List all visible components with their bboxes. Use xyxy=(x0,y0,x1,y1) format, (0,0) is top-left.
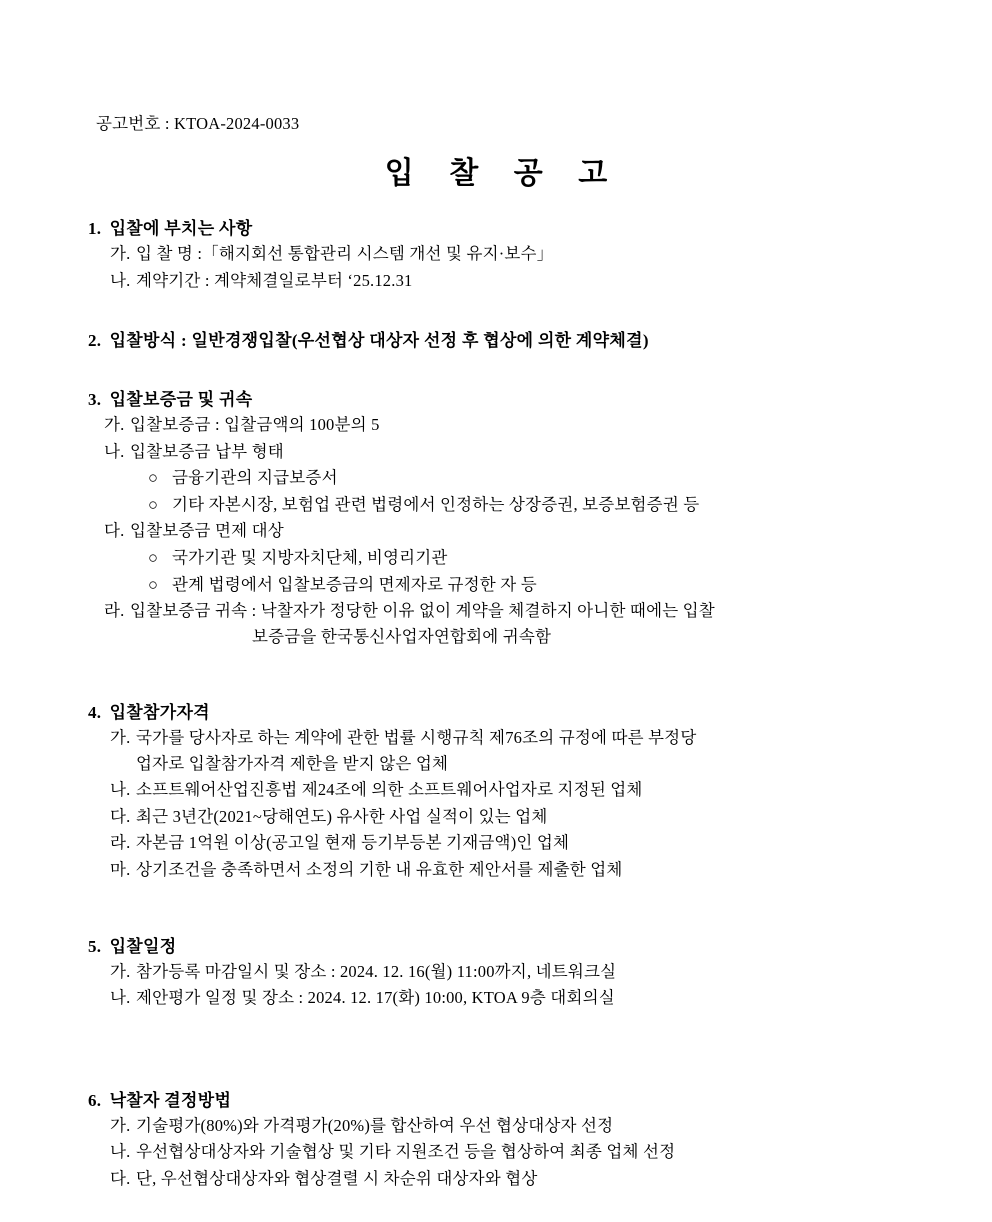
item-marker: 라. xyxy=(110,833,131,853)
list-item xyxy=(110,1139,992,1165)
item-text: 최근 3년간(2021~당해연도) 유사한 사업 실적이 있는 업체 xyxy=(136,806,548,826)
item-text-continuation: 업자로 입찰참가자격 제한을 받지 않은 업체 xyxy=(136,753,449,773)
section-5-number: 5. xyxy=(88,936,102,956)
list-item xyxy=(104,412,992,438)
item-text: 자본금 1억원 이상(공고일 현재 등기부등본 기재금액)인 업체 xyxy=(136,833,570,853)
list-item xyxy=(110,268,992,294)
section-2-title: 입찰방식 : 일반경쟁입찰(우선협상 대상자 선정 후 협상에 의한 계약체결) xyxy=(109,331,649,351)
section-4-heading xyxy=(88,698,992,723)
item-text: 입찰보증금 : 입찰금액의 100분의 5 xyxy=(130,415,380,435)
item-text: 우선협상대상자와 기술협상 및 기타 지원조건 등을 협상하여 최종 업체 선정 xyxy=(136,1142,676,1162)
section-6-heading xyxy=(88,1086,992,1111)
notice-number: 공고번호 : KTOA-2024-0033 xyxy=(96,114,300,133)
bullet-icon: ○ xyxy=(148,494,159,514)
section-1 xyxy=(0,214,992,293)
item-marker: 나. xyxy=(104,441,125,461)
item-text: 금융기관의 지급보증서 xyxy=(172,468,338,488)
document-body xyxy=(0,200,992,1192)
section-6-number: 6. xyxy=(88,1090,102,1110)
item-marker: 가. xyxy=(110,728,131,748)
list-item xyxy=(110,830,992,856)
list-item xyxy=(110,241,992,267)
item-marker: 나. xyxy=(110,1142,131,1162)
item-marker: 다. xyxy=(110,806,131,826)
item-marker: 가. xyxy=(110,244,131,263)
section-3-number: 3. xyxy=(88,390,102,410)
spacer xyxy=(0,294,992,312)
item-text: 입찰보증금 면제 대상 xyxy=(130,521,284,541)
section-4-title: 입찰참가자격 xyxy=(109,703,210,723)
spacer xyxy=(0,884,992,918)
item-marker: 다. xyxy=(104,521,125,541)
item-marker: 마. xyxy=(110,860,131,879)
item-text: 입 찰 명 :「해지회선 통합관리 시스템 개선 및 유지·보수」 xyxy=(136,244,554,263)
section-3-heading xyxy=(88,385,992,410)
item-text: 상기조건을 충족하면서 소정의 기한 내 유효한 제안서를 제출한 업체 xyxy=(136,860,623,879)
list-item xyxy=(110,959,992,985)
list-item xyxy=(104,439,992,465)
bullet-icon: ○ xyxy=(148,574,159,594)
item-marker: 가. xyxy=(104,415,125,435)
spacer xyxy=(0,650,992,684)
item-text: 계약기간 : 계약체결일로부터 ‘25.12.31 xyxy=(136,270,413,290)
item-marker: 다. xyxy=(110,1168,131,1188)
list-item xyxy=(110,1166,992,1192)
list-item xyxy=(110,777,992,803)
sub-list-item xyxy=(148,465,992,491)
section-6-title: 낙찰자 결정방법 xyxy=(109,1090,232,1110)
item-text: 단, 우선협상대상자와 협상결렬 시 차순위 대상자와 협상 xyxy=(136,1168,538,1188)
section-3-title: 입찰보증금 및 귀속 xyxy=(109,390,253,410)
section-6 xyxy=(0,1086,992,1192)
item-text: 소프트웨어산업진흥법 제24조에 의한 소프트웨어사업자로 지정된 업체 xyxy=(136,780,643,800)
page-title: 입 찰 공 고 xyxy=(384,157,622,190)
section-2-number: 2. xyxy=(88,331,102,351)
section-5-heading xyxy=(88,932,992,957)
list-item xyxy=(110,1113,992,1139)
section-1-title: 입찰에 부치는 사항 xyxy=(109,219,253,238)
item-marker: 가. xyxy=(110,961,131,981)
spacer xyxy=(0,1012,992,1072)
section-1-heading xyxy=(88,214,992,239)
item-text: 기술평가(80%)와 가격평가(20%)를 합산하여 우선 협상대상자 선정 xyxy=(136,1115,614,1135)
list-item xyxy=(104,518,992,544)
list-item xyxy=(110,725,992,776)
section-2-heading xyxy=(88,326,992,351)
item-text: 제안평가 일정 및 장소 : 2024. 12. 17(화) 10:00, KTOA 9층 대회의실 xyxy=(136,988,615,1008)
bullet-icon: ○ xyxy=(148,547,159,567)
list-item xyxy=(110,857,992,883)
item-marker: 나. xyxy=(110,780,131,800)
item-text: 국가를 당사자로 하는 계약에 관한 법률 시행규칙 제76조의 규정에 따른 부정당 xyxy=(136,728,697,748)
section-1-number: 1. xyxy=(88,219,102,238)
list-item xyxy=(110,985,992,1011)
section-5-title: 입찰일정 xyxy=(109,936,177,956)
item-text: 참가등록 마감일시 및 장소 : 2024. 12. 16(월) 11:00까지, 네트워크실 xyxy=(136,961,617,981)
item-text: 입찰보증금 귀속 : 낙찰자가 정당한 이유 없이 계약을 체결하지 아니한 때에는 입찰 xyxy=(130,601,715,621)
sub-list-item xyxy=(148,492,992,518)
section-3 xyxy=(0,385,992,649)
spacer xyxy=(0,353,992,371)
list-item xyxy=(110,804,992,830)
item-marker: 라. xyxy=(104,601,125,621)
item-text-continuation: 보증금을 한국통신사업자연합회에 귀속함 xyxy=(252,626,552,646)
item-marker: 나. xyxy=(110,988,131,1008)
section-2 xyxy=(0,326,992,351)
section-4-number: 4. xyxy=(88,703,102,723)
item-text: 기타 자본시장, 보험업 관련 법령에서 인정하는 상장증권, 보증보험증권 등 xyxy=(172,494,700,514)
section-4 xyxy=(0,698,992,882)
item-text: 관계 법령에서 입찰보증금의 면제자로 규정한 자 등 xyxy=(172,574,537,594)
item-marker: 나. xyxy=(110,270,131,290)
item-text: 국가기관 및 지방자치단체, 비영리기관 xyxy=(172,547,448,567)
section-5 xyxy=(0,932,992,1011)
sub-list-item xyxy=(148,572,992,598)
item-marker: 가. xyxy=(110,1115,131,1135)
list-item xyxy=(104,598,992,649)
bullet-icon: ○ xyxy=(148,468,159,488)
sub-list-item xyxy=(148,545,992,571)
item-text: 입찰보증금 납부 형태 xyxy=(130,441,284,461)
